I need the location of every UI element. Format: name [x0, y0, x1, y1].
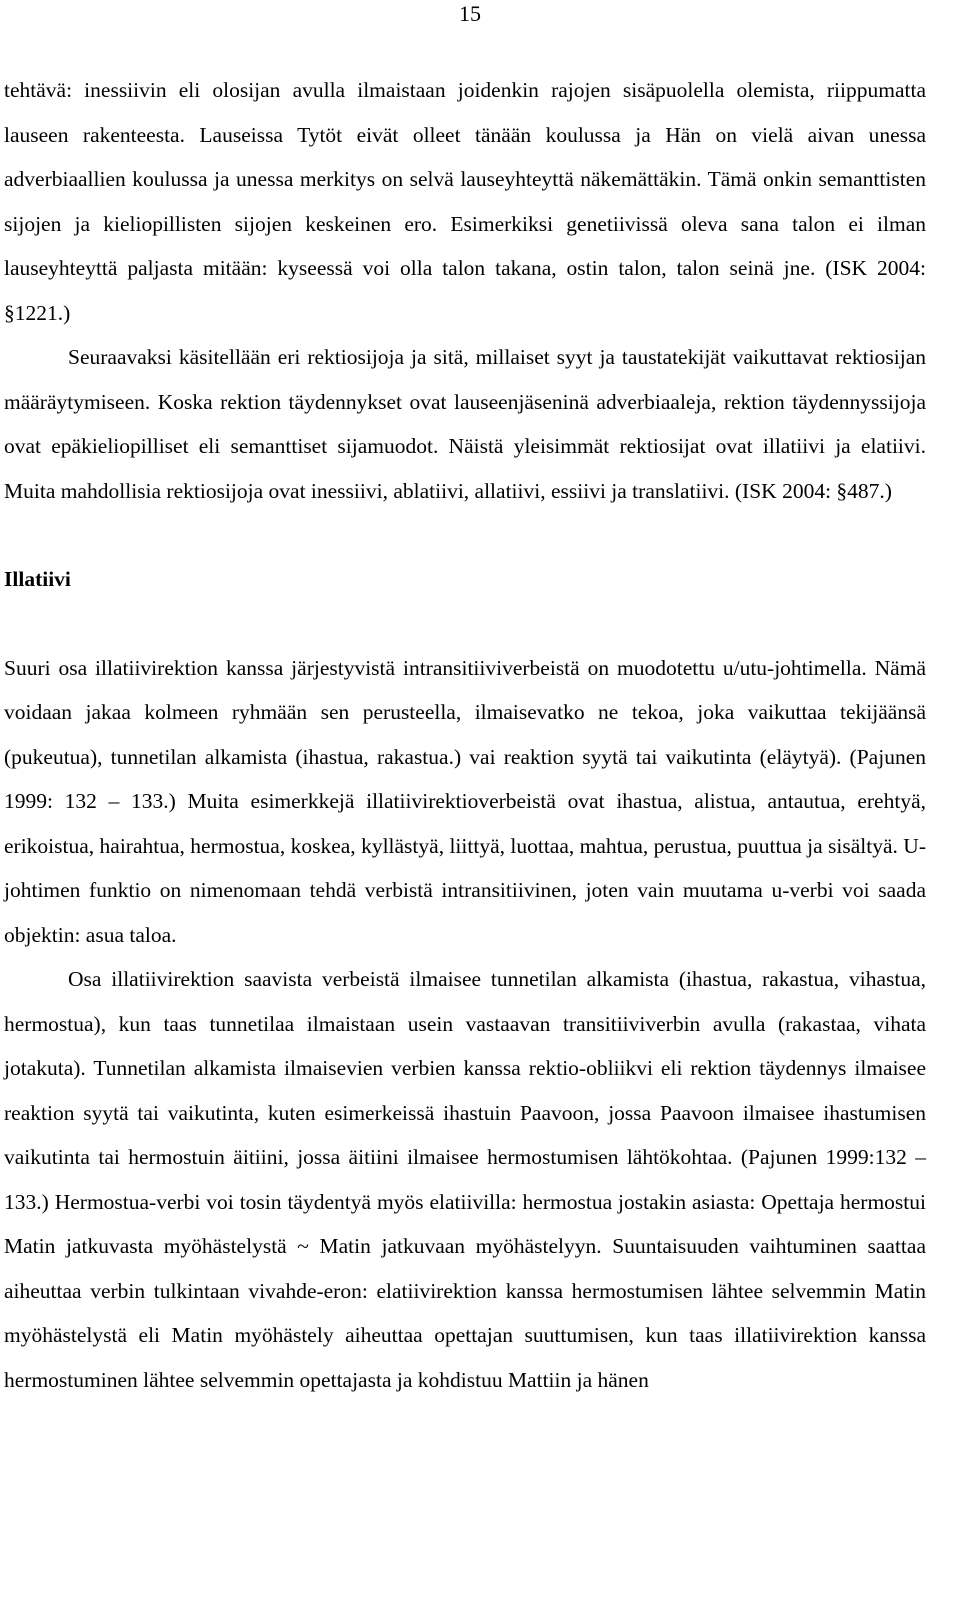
paragraph-rection-cases: Seuraavaksi käsitellään eri rektiosijoja ja sitä, millaiset syyt ja taustatekijät vaikuttavat rektiosijan määräytymiseen. Koska rektion täydennykset ovat lauseenjäseninä adverbiaaleja, rektion täydennyssijoja ovat epäkieliopilliset eli semanttiset sijamuodot. Näistä yleisimmät rektiosijat ovat illatiivi ja elatiivi. Muita mahdollisia rektiosijoja ovat inessiivi, ablatiivi, allatiivi, essiivi ja translatiivi. (ISK 2004: §487.): [4, 345, 926, 503]
paragraph-inessive-function: tehtävä: inessiivin eli olosijan avulla ilmaistaan joidenkin rajojen sisäpuolella olemista, riippumatta lauseen rakenteesta. Lauseissa Tytöt eivät olleet tänään koulussa ja Hän on vielä aivan unessa adverbiaallien koulussa ja unessa merkitys on selvä lauseyhteyttä näkemättäkin. Tämä onkin semanttisten sijojen ja kieliopillisten sijojen keskeinen ero. Esimerkiksi genetiivissä oleva sana talon ei ilman lauseyhteyttä paljasta mitään: kyseessä voi olla talon takana, ostin talon, talon seinä jne. (ISK 2004: §1221.): [4, 78, 926, 325]
section-heading-illatiivi: Illatiivi: [4, 567, 71, 591]
paragraph-illative-verbs: Suuri osa illatiivirektion kanssa järjestyvistä intransitiiviverbeistä on muodotettu u/utu-johtimella. Nämä voidaan jakaa kolmeen ryhmään sen perusteella, ilmaisevatko ne tekoa, joka vaikuttaa tekijäänsä (pukeutua), tunnetilan alkamista (ihastua, rakastua.) vai reaktion syytä tai vaikutinta (eläytyä). (Pajunen 1999: 132 – 133.) Muita esimerkkejä illatiivirektioverbeistä ovat ihastua, alistua, antautua, erehtyä, erikoistua, hairahtua, hermostua, koskea, kyllästyä, liittyä, luottaa, mahtua, perustua, puuttua ja sisältyä. U-johtimen funktio on nimenomaan tehdä verbistä intransitiivinen, joten vain muutama u-verbi voi saada objektin: asua taloa.: [4, 655, 926, 947]
document-body: [4, 68, 926, 1402]
paragraph-emotion-verbs: Osa illatiivirektion saavista verbeistä ilmaisee tunnetilan alkamista (ihastua, rakastua, vihastua, hermostua), kun taas tunnetilaa ilmaistaan usein vastaavan transitiiviverbin avulla (rakastaa, vihata jotakuta). Tunnetilan alkamista ilmaisevien verbien kanssa rektio-obliikvi eli rektion täydennys ilmaisee reaktion syytä tai vaikutinta, kuten esimerkeissä ihastuin Paavoon, jossa Paavoon ilmaisee ihastumisen vaikutinta tai hermostuin äitiini, jossa äitiini ilmaisee hermostumisen lähtökohtaa. (Pajunen 1999:132 – 133.) Hermostua-verbi voi tosin täydentyä myös elatiivilla: hermostua jostakin asiasta: Opettaja hermostui Matin jatkuvasta myöhästelystä ~ Matin jatkuvaan myöhästelyyn. Suuntaisuuden vaihtuminen saattaa aiheuttaa verbin tulkintaan vivahde-eron: elatiivirektion kanssa hermostumisen lähtee selvemmin Matin myöhästelystä eli Matin myöhästely aiheuttaa opettajan suuttumisen, kun taas illatiivirektion kanssa hermostuminen lähtee selvemmin opettajasta ja kohdistuu Mattiin ja hänen: [4, 967, 926, 1392]
spacer: [4, 602, 926, 646]
spacer: [4, 513, 926, 557]
page-number: 15: [459, 1, 481, 26]
